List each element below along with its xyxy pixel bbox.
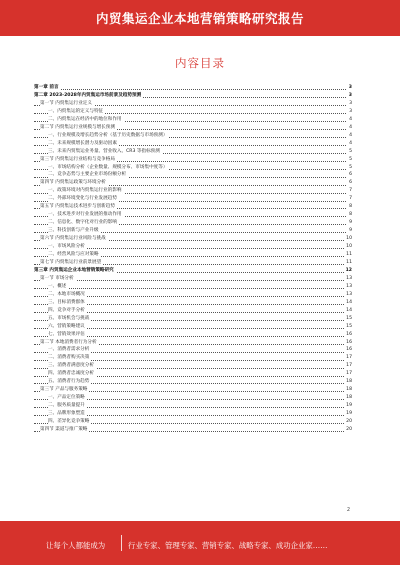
toc-entry-page: 20 bbox=[346, 426, 352, 432]
toc-entry-text: 第三章 内贸集运企业本地营销策略研究 bbox=[34, 267, 114, 273]
toc-entry-page: 8 bbox=[349, 204, 352, 210]
toc-entry-text: 三、品牌形象塑造 bbox=[48, 411, 85, 417]
toc-entry-page: 20 bbox=[346, 419, 352, 425]
toc-entry-text: 四、竞争对手分析 bbox=[48, 307, 85, 313]
toc-entry-page: 3 bbox=[349, 100, 352, 106]
report-title: 内贸集运企业本地营销策略研究报告 bbox=[95, 11, 304, 26]
toc-entry-text: 第五节 内贸集运技术进步与创新趋势 bbox=[40, 204, 115, 210]
toc-entry[interactable] bbox=[34, 235, 352, 243]
toc-entry-text: 四、消费者忠诚度分析 bbox=[48, 371, 94, 377]
toc-entry-text: 二、本地市场概况 bbox=[48, 291, 85, 297]
toc-entry-page: 4 bbox=[349, 132, 352, 138]
toc-entry-page: 10 bbox=[346, 244, 352, 250]
toc-entry-page: 14 bbox=[346, 307, 352, 313]
toc-entry[interactable] bbox=[34, 339, 352, 347]
toc-entry[interactable] bbox=[34, 331, 352, 339]
toc-entry[interactable] bbox=[34, 402, 352, 410]
toc-entry-text: 二、经营风险与应对策略 bbox=[48, 252, 99, 258]
toc-entry-text: 二、外部环境变化与行业发展趋势 bbox=[48, 196, 117, 202]
toc-entry-text: 一、行业规模及增长趋势分析（基于历史数据与市场预测） bbox=[48, 132, 168, 138]
toc-entry[interactable] bbox=[34, 323, 352, 331]
toc-entry-text: 三、未来内贸集运业务量、营业收入、CR3 等指标预测 bbox=[48, 148, 160, 154]
toc-entry-page: 19 bbox=[346, 403, 352, 409]
toc-entry[interactable] bbox=[34, 370, 352, 378]
toc-entry-text: 四、差异化竞争策略 bbox=[48, 419, 90, 425]
toc-entry[interactable] bbox=[34, 362, 352, 370]
toc-entry-text: 六、营销策略建议 bbox=[48, 323, 85, 329]
toc-entry-page: 7 bbox=[349, 188, 352, 194]
toc-entry-text: 第一章 前言 bbox=[34, 85, 59, 90]
toc-title: 内容目录 bbox=[175, 56, 225, 70]
toc-entry-text: 三、消费者满意度分析 bbox=[48, 363, 94, 369]
toc-entry[interactable] bbox=[34, 315, 352, 323]
toc-entry-page: 10 bbox=[346, 236, 352, 242]
toc-entry[interactable] bbox=[34, 92, 352, 100]
toc-entry-text: 二、消费者购买决策 bbox=[48, 355, 90, 361]
toc-entry-text: 第三节 内贸集运行业结构与竞争格局 bbox=[40, 156, 115, 162]
toc-entry-page: 11 bbox=[346, 259, 352, 265]
toc-entry-text: 一、概述 bbox=[48, 283, 67, 289]
toc-entry-text: 第二节 内贸集运行业规模与增长预测 bbox=[40, 124, 115, 130]
toc-entry-page: 16 bbox=[346, 331, 352, 337]
toc-entry[interactable] bbox=[34, 164, 352, 172]
toc-entry-page: 5 bbox=[349, 156, 352, 162]
toc-entry[interactable] bbox=[34, 410, 352, 418]
toc-entry-page: 12 bbox=[345, 267, 352, 273]
toc-entry-text: 第二节 本地消费者行为分析 bbox=[40, 339, 97, 345]
toc-entry-text: 二、服务质量提升 bbox=[48, 403, 85, 409]
toc-entry[interactable] bbox=[34, 148, 352, 156]
toc-entry-text: 第二章 2023-2028年内贸集运市场前景及趋势预测 bbox=[34, 92, 142, 98]
footer-divider bbox=[121, 535, 122, 551]
toc-entry-page: 16 bbox=[346, 347, 352, 353]
toc-entry-page: 4 bbox=[349, 116, 352, 122]
toc-entry[interactable] bbox=[34, 346, 352, 354]
toc-entry-page: 17 bbox=[346, 363, 352, 369]
toc-leader-dots bbox=[34, 288, 346, 289]
toc-entry[interactable] bbox=[34, 140, 352, 148]
toc-entry-text: 一、产品定位策略 bbox=[48, 395, 85, 401]
toc-entry-text: 二、内贸集运在经济中的地位和作用 bbox=[48, 116, 122, 122]
toc-entry[interactable] bbox=[34, 283, 352, 291]
toc-entry-page: 18 bbox=[346, 395, 352, 401]
toc-entry-text: 第六节 内贸集运行业风险与挑战 bbox=[40, 236, 106, 242]
toc-entry-text: 第一节 内贸集运行业定义 bbox=[40, 100, 92, 106]
toc-entry[interactable] bbox=[34, 124, 352, 132]
toc-entry[interactable] bbox=[34, 211, 352, 219]
toc-entry[interactable] bbox=[34, 378, 352, 386]
footer-slogan-right: 行业专家、管理专家、营销专家、战略专家、成功企业家…… bbox=[128, 541, 328, 550]
toc-entry-text: 第七节 内贸集运行业前景展望 bbox=[40, 259, 102, 265]
toc-entry-page: 3 bbox=[348, 85, 352, 90]
toc-entry-page: 5 bbox=[349, 148, 352, 154]
toc-entry[interactable] bbox=[34, 227, 352, 235]
toc-entry[interactable] bbox=[34, 259, 352, 267]
toc-entry-text: 一、消费者需求分析 bbox=[48, 347, 90, 353]
toc-entry-text: 第三节 产品与服务策略 bbox=[40, 387, 88, 393]
toc-entry[interactable] bbox=[34, 354, 352, 362]
toc-entry-page: 9 bbox=[349, 220, 352, 226]
toc-leader-dots bbox=[34, 280, 346, 281]
toc-entry[interactable] bbox=[34, 267, 352, 275]
toc-entry-text: 一、政策环境对内贸集运行业的影响 bbox=[48, 188, 122, 194]
toc-entry-text: 一、技术进步对行业发展的推动作用 bbox=[48, 212, 122, 218]
toc-entry[interactable] bbox=[34, 394, 352, 402]
toc-entry-page: 4 bbox=[349, 140, 352, 146]
toc-entry-page: 13 bbox=[346, 283, 352, 289]
toc-entry-text: 第四节 渠道与推广策略 bbox=[40, 426, 88, 432]
page-number: 2 bbox=[346, 507, 350, 513]
toc-entry-text: 二、信息化、数字化对行业的影响 bbox=[48, 220, 117, 226]
toc-entry[interactable] bbox=[34, 187, 352, 195]
toc-entry-page: 13 bbox=[346, 275, 352, 281]
toc-entry-page: 8 bbox=[349, 212, 352, 218]
toc-entry-page: 6 bbox=[349, 172, 352, 178]
toc-entry-page: 7 bbox=[349, 196, 352, 202]
toc-entry-page: 3 bbox=[348, 92, 352, 98]
toc-entry-text: 第一节 市场分析 bbox=[40, 275, 74, 281]
toc-entry-page: 15 bbox=[346, 323, 352, 329]
toc-entry-text: 三、科技创新与产业升级 bbox=[48, 228, 99, 234]
toc-entry-page: 14 bbox=[346, 299, 352, 305]
toc-entry[interactable] bbox=[34, 291, 352, 299]
toc-entry[interactable] bbox=[34, 418, 352, 426]
toc-entry[interactable] bbox=[34, 108, 352, 116]
toc-entry-text: 一、市场风险分析 bbox=[48, 244, 85, 250]
toc-entry[interactable] bbox=[34, 171, 352, 179]
toc-entry[interactable] bbox=[34, 195, 352, 203]
header-banner bbox=[0, 0, 400, 36]
footer-slogan-left: 让每个人都能成为 bbox=[46, 541, 106, 550]
toc-entry-page: 19 bbox=[346, 411, 352, 417]
toc-entry-text: 五、市场机会与挑战 bbox=[48, 315, 90, 321]
toc-leader-dots bbox=[34, 89, 346, 90]
toc-entry[interactable] bbox=[34, 156, 352, 164]
toc-entry[interactable] bbox=[34, 243, 352, 251]
toc-entry-page: 5 bbox=[349, 164, 352, 170]
toc-entry-page: 16 bbox=[346, 339, 352, 345]
toc-entry-text: 一、内贸集运的定义与特征 bbox=[48, 108, 104, 114]
toc-entry-text: 七、营销效果评估 bbox=[48, 331, 85, 337]
toc-entry-page: 17 bbox=[346, 371, 352, 377]
toc-entry[interactable] bbox=[34, 251, 352, 259]
toc-entry-text: 二、竞争态势与主要企业市场份额分析 bbox=[48, 172, 127, 178]
toc-entry[interactable] bbox=[34, 100, 352, 108]
toc-entry-text: 三、目标消费群体 bbox=[48, 299, 85, 305]
toc-entry[interactable] bbox=[34, 386, 352, 394]
table-of-contents bbox=[34, 84, 352, 434]
footer-banner bbox=[0, 521, 400, 565]
toc-entry-page: 18 bbox=[346, 379, 352, 385]
toc-entry-page: 6 bbox=[349, 180, 352, 186]
toc-entry[interactable] bbox=[34, 426, 352, 434]
toc-entry-page: 3 bbox=[349, 108, 352, 114]
toc-entry-page: 13 bbox=[346, 291, 352, 297]
toc-entry[interactable] bbox=[34, 299, 352, 307]
toc-entry-page: 17 bbox=[346, 355, 352, 361]
toc-entry[interactable] bbox=[34, 179, 352, 187]
toc-entry[interactable] bbox=[34, 203, 352, 211]
toc-entry[interactable] bbox=[34, 219, 352, 227]
toc-entry-page: 4 bbox=[349, 124, 352, 130]
toc-entry-page: 18 bbox=[346, 387, 352, 393]
toc-entry[interactable] bbox=[34, 275, 352, 283]
toc-entry-text: 二、未来规模增长潜力及驱动因素 bbox=[48, 140, 117, 146]
toc-entry-page: 15 bbox=[346, 315, 352, 321]
toc-entry-page: 9 bbox=[349, 228, 352, 234]
toc-entry-text: 五、消费者行为趋势 bbox=[48, 379, 90, 385]
toc-entry[interactable] bbox=[34, 307, 352, 315]
toc-entry[interactable] bbox=[34, 84, 352, 92]
toc-entry-text: 一、市场结构分析（企业数量、规模分布、市场集中度等） bbox=[48, 164, 168, 170]
toc-entry-page: 11 bbox=[346, 252, 352, 258]
toc-entry[interactable] bbox=[34, 132, 352, 140]
toc-entry[interactable] bbox=[34, 116, 352, 124]
toc-entry-text: 第四节 内贸集运政策与环境分析 bbox=[40, 180, 106, 186]
